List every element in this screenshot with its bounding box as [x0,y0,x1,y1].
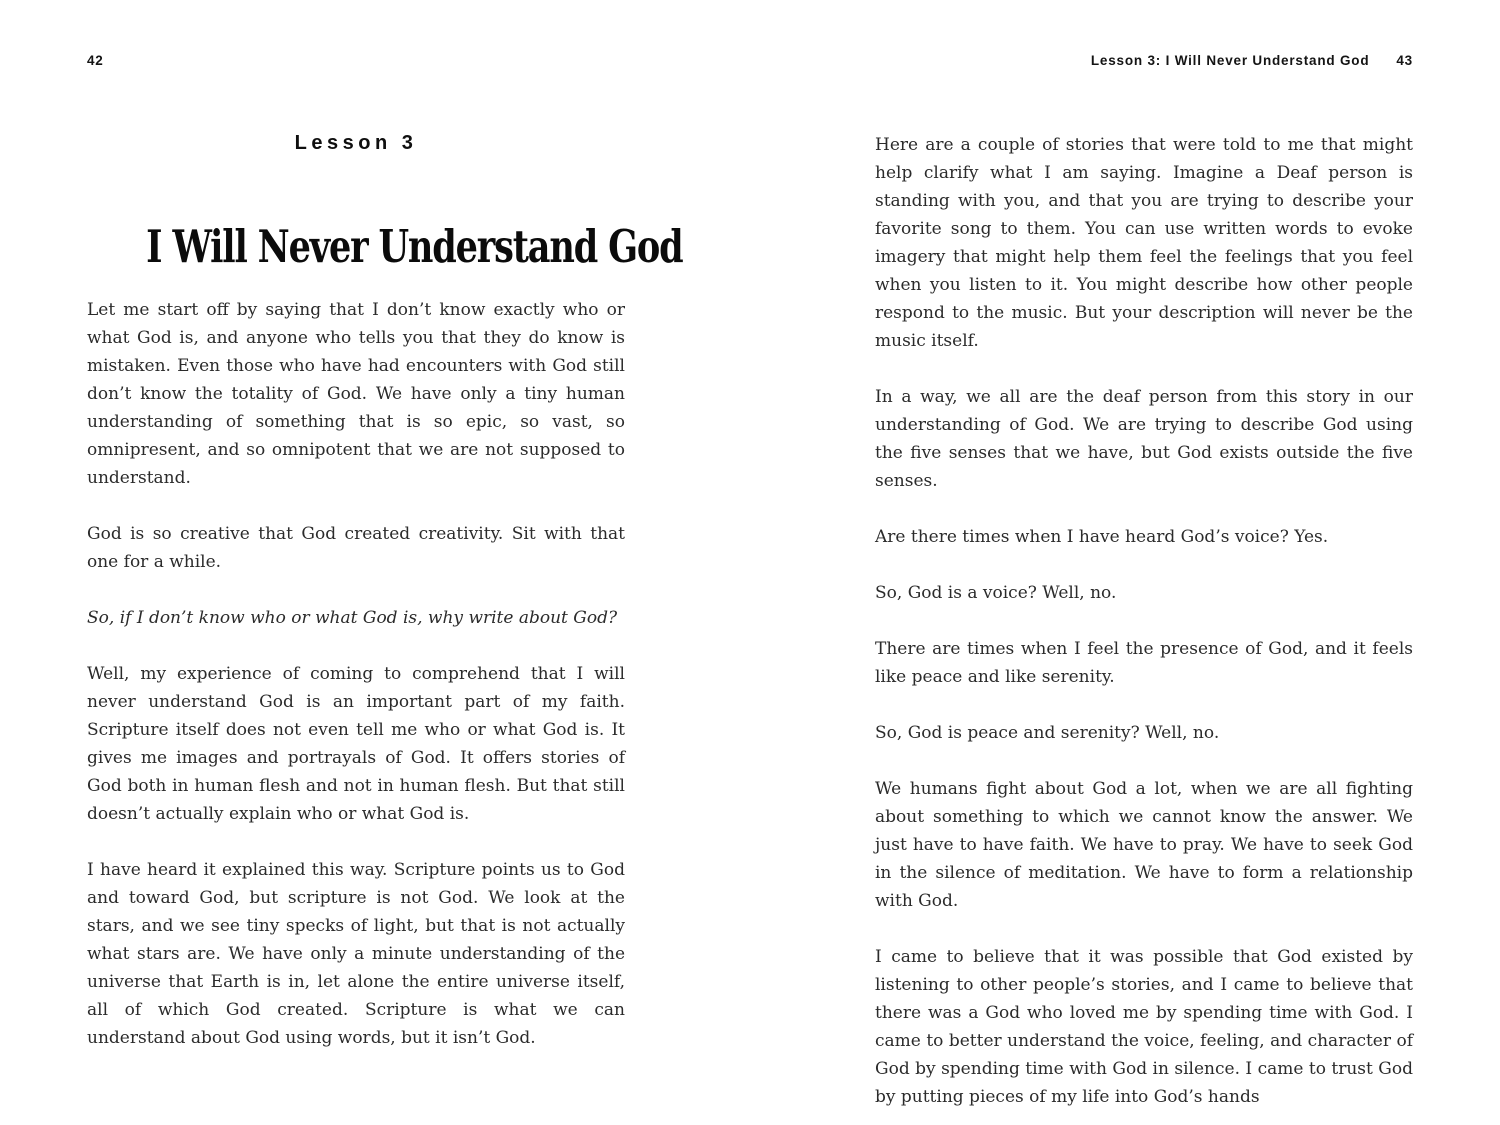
paragraph: Here are a couple of stories that were told to me that might help clarify what I am saying. Imagine a Deaf person is standing with you, and that you are trying to describe your favorite song to them. You can use written words to evoke imagery that might help them feel the feelings that you feel when you listen to it. You might describe how other people respond to the music. But your description will never be the music itself. [875,135,1413,351]
paragraph: Are there times when I have heard God’s voice? Yes. [875,527,1329,547]
paragraph: So, God is peace and serenity? Well, no. [875,723,1220,743]
body-text-left [87,296,625,1080]
paragraph: God is so creative that God created creativity. Sit with that one for a while. [87,524,625,572]
paragraph: Let me start off by saying that I don’t know exactly who or what God is, and anyone who tells you that they do know is mistaken. Even those who have had encounters with God still don’t know the totality of God. We have only a tiny human understanding of something that is so epic, so vast, so omnipresent, and so omnipotent that we are not supposed to understand. [87,300,625,488]
lesson-kicker: Lesson 3 [294,132,418,154]
page-number-right: 43 [1396,53,1413,68]
running-head: Lesson 3: I Will Never Understand God [1090,53,1370,68]
chapter-title: I Will Never Understand God [146,220,683,274]
body-text-right [875,131,1413,1125]
paragraph: There are times when I feel the presence of God, and it feels like peace and like serenity. [875,639,1413,687]
page-header-right [1091,53,1413,68]
page-left [87,0,683,1125]
paragraph-italic: So, if I don’t know who or what God is, why write about God? [87,608,618,628]
page-right [875,0,1413,1125]
page-number-left: 42 [87,53,104,68]
paragraph: In a way, we all are the deaf person from this story in our understanding of God. We are trying to describe God using the five senses that we have, but God exists outside the five senses. [875,387,1413,491]
paragraph: I came to believe that it was possible that God existed by listening to other people’s stories, and I came to believe that there was a God who loved me by spending time with God. I came to better understand the voice, feeling, and character of God by spending time with God in silence. I came to trust God by putting pieces of my life into God’s hands [875,947,1413,1107]
paragraph: Well, my experience of coming to comprehend that I will never understand God is an important part of my faith. Scripture itself does not even tell me who or what God is. It gives me images and portrayals of God. It offers stories of God both in human flesh and not in human flesh. But that still doesn’t actually explain who or what God is. [87,664,625,824]
paragraph: I have heard it explained this way. Scripture points us to God and toward God, but scripture is not God. We look at the stars, and we see tiny specks of light, but that is not actually what stars are. We have only a minute understanding of the universe that Earth is in, let alone the entire universe itself, all of which God created. Scripture is what we can understand about God using words, but it isn’t God. [87,860,625,1048]
paragraph: So, God is a voice? Well, no. [875,583,1117,603]
paragraph: We humans fight about God a lot, when we are all fighting about something to which we cannot know the answer. We just have to have faith. We have to pray. We have to seek God in the silence of meditation. We have to form a relationship with God. [875,779,1413,911]
